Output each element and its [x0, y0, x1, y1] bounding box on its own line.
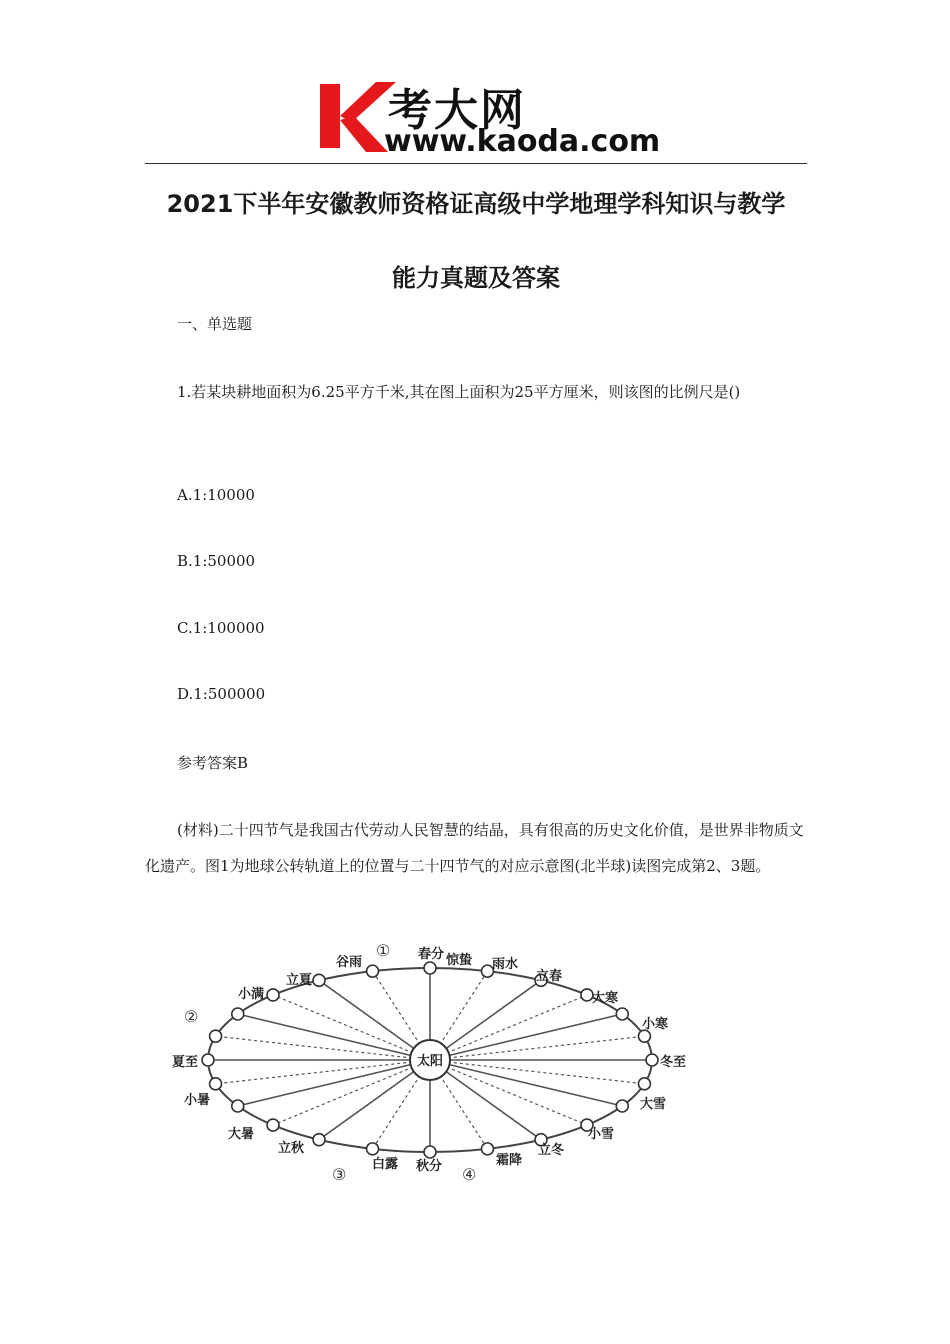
earth-position-node: [616, 1100, 628, 1112]
term-qiufen: 秋分: [416, 1159, 443, 1174]
earth-position-node: [424, 1146, 436, 1158]
orbit-spoke: [216, 1036, 430, 1060]
earth-position-node: [646, 1054, 658, 1066]
term-xiazhi: 夏至: [172, 1055, 199, 1070]
term-bailu: 白露: [372, 1157, 399, 1172]
marker-3: ③: [332, 1165, 347, 1184]
term-lixia: 立夏: [286, 973, 313, 988]
earth-position-node: [267, 1119, 279, 1131]
term-lidong: 立冬: [538, 1143, 565, 1158]
document-title-line2: 能力真题及答案: [392, 264, 560, 292]
term-guyu: 谷雨: [336, 955, 363, 970]
earth-position-node: [232, 1100, 244, 1112]
logo-url-text: www.kaoda.com: [384, 124, 661, 159]
logo-chinese-text: 考大网: [388, 85, 526, 136]
option-c: C.1:100000: [177, 619, 265, 637]
term-xiaoxue: 小雪: [588, 1127, 615, 1142]
term-yushui: 雨水: [492, 957, 519, 972]
term-xiaoman: 小满: [238, 987, 265, 1002]
orbit-spoke: [430, 1014, 622, 1060]
earth-position-node: [481, 1143, 493, 1155]
term-dashu: 大暑: [228, 1127, 255, 1142]
header-divider: [145, 163, 807, 164]
term-xiaoshu: 小暑: [184, 1093, 211, 1108]
earth-position-node: [616, 1008, 628, 1020]
term-lichun: 立春: [536, 969, 563, 984]
document-title-line1: 2021下半年安徽教师资格证高级中学地理学科知识与教学: [166, 190, 786, 218]
solar-terms-orbit-diagram: [150, 930, 710, 1190]
option-d: D.1:500000: [177, 685, 266, 703]
orbit-spoke: [238, 1060, 430, 1106]
option-a: A.1:10000: [177, 486, 255, 504]
term-liqiu: 立秋: [278, 1141, 305, 1156]
marker-2: ②: [184, 1007, 199, 1026]
marker-1: ①: [376, 941, 391, 960]
earth-position-node: [232, 1008, 244, 1020]
sun-label: 太阳: [416, 1054, 444, 1069]
orbit-spoke: [430, 1036, 644, 1060]
term-daxue: 大雪: [640, 1097, 667, 1112]
term-chunfen: 春分: [418, 947, 445, 962]
earth-position-node: [313, 974, 325, 986]
orbit-spoke: [430, 1060, 644, 1084]
site-logo[interactable]: [318, 78, 661, 159]
term-dahan: 大寒: [592, 991, 619, 1006]
earth-position-node: [313, 1134, 325, 1146]
answer-text: 参考答案B: [177, 754, 249, 772]
earth-position-node: [638, 1078, 650, 1090]
question-1-stem: 1.若某块耕地面积为6.25平方千米,其在图上面积为25平方厘米，则该图的比例尺是(): [177, 383, 741, 401]
earth-position-node: [210, 1030, 222, 1042]
earth-position-node: [367, 965, 379, 977]
orbit-spoke: [430, 1060, 622, 1106]
term-jingzhe: 惊蛰: [446, 953, 473, 968]
marker-4: ④: [462, 1165, 477, 1184]
earth-position-node: [202, 1054, 214, 1066]
option-b: B.1:50000: [177, 552, 256, 570]
term-shuangjiang: 霜降: [496, 1153, 523, 1168]
orbit-spoke: [238, 1014, 430, 1060]
term-xiaohan: 小寒: [642, 1017, 669, 1032]
section-heading: 一、单选题: [177, 315, 253, 333]
earth-position-node: [424, 962, 436, 974]
material-paragraph: (材料)二十四节气是我国古代劳动人民智慧的结晶，具有很高的历史文化价值，是世界非物质文化遗产。图1为地球公转轨道上的位置与二十四节气的对应示意图(北半球)读图完成第2、3题。: [145, 821, 804, 875]
earth-position-node: [210, 1078, 222, 1090]
earth-position-node: [267, 989, 279, 1001]
term-dongzhi: 冬至: [660, 1055, 687, 1070]
earth-position-node: [367, 1143, 379, 1155]
orbit-spoke: [216, 1060, 430, 1084]
